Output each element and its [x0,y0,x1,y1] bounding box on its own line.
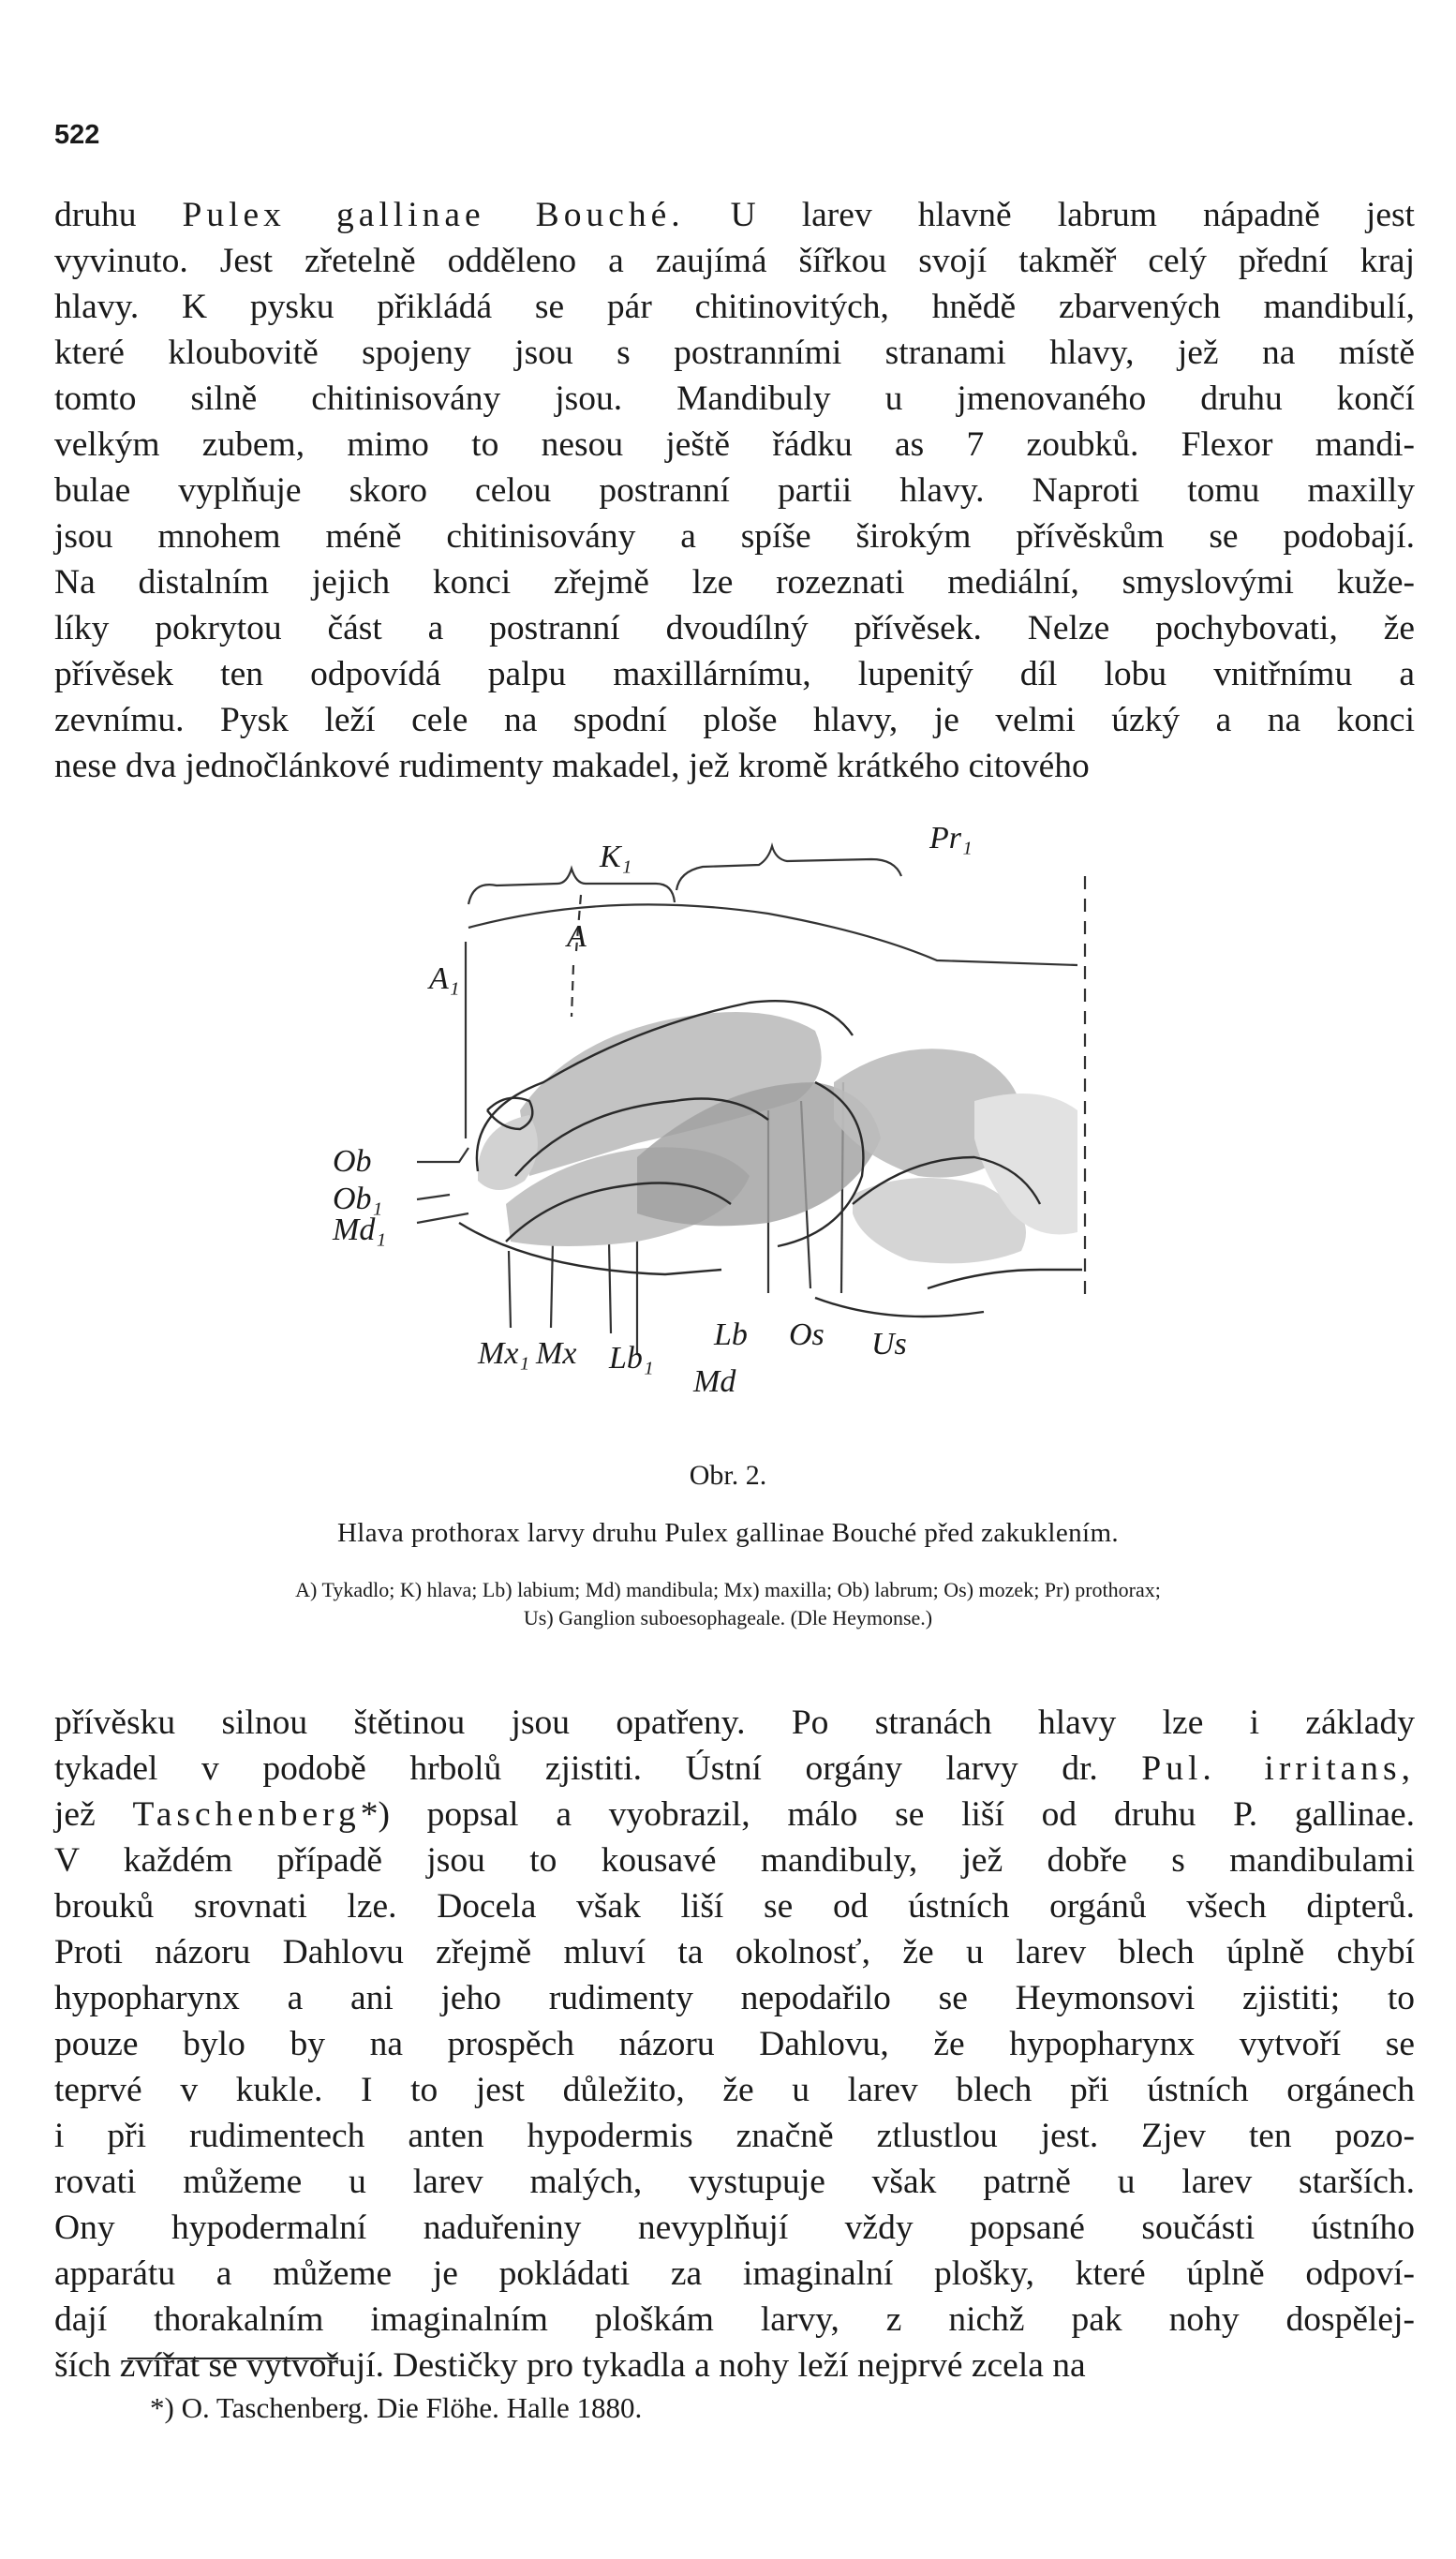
label-pr1: Pr₁ [929,821,973,855]
footnote: *) O. Taschenberg. Die Flöhe. Halle 1880. [150,2391,643,2424]
text-line: bulae vyplňuje skoro celou postranní partii hlavy. Naproti tomu maxilly [54,471,1415,510]
leader-ob [417,1148,468,1162]
figure-legend [67,1576,1389,1632]
page-number: 522 [54,120,100,150]
label-lb: Lb [714,1317,748,1352]
bracket-pr1 [676,846,901,890]
label-ob1: Ob₁ [333,1182,383,1216]
label-a1: A₁ [429,961,460,996]
text-line: Ony hypodermalní naduřeniny nevyplňují vždy popsané součásti ústního [54,2209,1415,2247]
text-line: jsou mnohem méně chitinisovány a spíše širokým přívěskům se podobají. [54,517,1415,556]
body-paragraph-2 [54,1700,1415,2388]
leader-ob1 [417,1195,450,1199]
text-line: dají thorakalním imaginalním ploškám larvy, z nichž pak nohy dospělej- [54,2300,1415,2339]
text-line: Proti názoru Dahlovu zřejmě mluví ta okolnosť, že u larev blech úplně chybí [54,1933,1415,1971]
text-line: zevnímu. Pysk leží cele na spodní ploše hlavy, je velmi úzký a na konci [54,701,1415,739]
leader-lb1 [609,1242,611,1333]
label-a: A [567,919,587,954]
text-line: Na distalním jejich konci zřejmě lze rozeznati mediální, smyslovými kuže- [54,563,1415,602]
text-line: přívěsku silnou štětinou jsou opatřeny. Po stranách hlavy lze i základy [54,1704,1415,1742]
text-line: rovati můžeme u larev malých, vystupuje však patrně u larev starších. [54,2163,1415,2201]
figure-caption: Hlava prothorax larvy druhu Pulex gallinae Bouché před zakuklením. [336,1518,1120,1548]
text-line: přívěsek ten odpovídá palpu maxillárnímu, lupenitý díl lobu vnitřnímu a [54,655,1415,693]
ventral-curve [815,1298,984,1317]
text-line: nese dva jednočlánkové rudimenty makadel, jež kromě krátkého citového [54,747,1090,785]
label-ob: Ob [333,1144,372,1179]
figure-legend-line-1: A) Tykadlo; K) hlava; Lb) labium; Md) mandibula; Mx) maxilla; Ob) labrum; Os) mozek; Pr) prothorax; [295,1578,1161,1601]
text-line: i při rudimentech anten hypodermis značně ztlustlou jest. Zjev ten pozo- [54,2117,1415,2155]
dorsal-contour [468,904,1077,965]
text-line: ších zvířat se vytvořují. Destičky pro tykadla a nohy leží nejprvé zcela na [54,2346,1086,2385]
text-line: V každém případě jsou to kousavé mandibuly, jež dobře s mandibulami [54,1841,1415,1880]
text-line: brouků srovnati lze. Docela však liší se od ústních orgánů všech dipterů. [54,1887,1415,1926]
text-line: druhu Pulex gallinae Bouché. U larev hlavně labrum nápadně jest [54,196,1415,234]
label-md: Md [693,1364,736,1399]
text-line: hypopharynx a ani jeho rudimenty nepodařilo se Heymonsovi zjistiti; to [54,1979,1415,2017]
label-mx: Mx [536,1336,577,1371]
label-us: Us [871,1327,907,1361]
figure-legend-line-2: Us) Ganglion suboesophageale. (Dle Heymonse.) [523,1606,933,1629]
text-line: vyvinuto. Jest zřetelně odděleno a zaujímá šířkou svojí takměř celý přední kraj [54,242,1415,280]
text-line: jež Taschenberg*) popsal a vyobrazil, málo se liší od druhu P. gallinae. [54,1795,1415,1834]
figure-number: Obr. 2. [689,1460,767,1491]
bracket-k1 [468,869,675,904]
body-paragraph-1 [54,192,1415,789]
label-md1: Md₁ [333,1213,387,1247]
leader-md1 [417,1213,468,1223]
text-line: hlavy. K pysku přikládá se pár chitinovitých, hnědě zbarvených mandibulí, [54,288,1415,326]
ganglion-outline [928,1270,1082,1288]
leader-mx1 [509,1251,511,1328]
head-structures [478,1012,1077,1263]
text-line: apparátu a můžeme je pokládati za imaginalní plošky, které úplně odpoví- [54,2254,1415,2293]
text-line: teprvé v kukle. I to jest důležito, že u larev blech při ústních orgánech [54,2071,1415,2109]
label-mx1: Mx₁ [478,1336,530,1371]
leader-a [572,895,581,1017]
leader-mx [551,1242,553,1328]
label-k1: K₁ [600,840,632,874]
text-line: líky pokrytou část a postranní dvoudílný přívěsek. Nelze pochybovati, že [54,609,1415,647]
label-os: Os [789,1317,825,1352]
label-lb1: Lb₁ [609,1341,654,1376]
text-line: tykadel v podobě hrbolů zjistiti. Ústní orgány larvy dr. Pul. irritans, [54,1749,1415,1788]
figure-larva-head [328,801,1124,1438]
text-line: pouze bylo by na prospěch názoru Dahlovu, že hypopharynx vytvoří se [54,2025,1415,2063]
text-line: které kloubovitě spojeny jsou s postranními stranami hlavy, jež na místě [54,334,1415,372]
footnote-rule [127,2358,338,2359]
text-line: velkým zubem, mimo to nesou ještě řádku as 7 zoubků. Flexor mandi- [54,425,1415,464]
text-line: tomto silně chitinisovány jsou. Mandibuly u jmenovaného druhu končí [54,379,1415,418]
